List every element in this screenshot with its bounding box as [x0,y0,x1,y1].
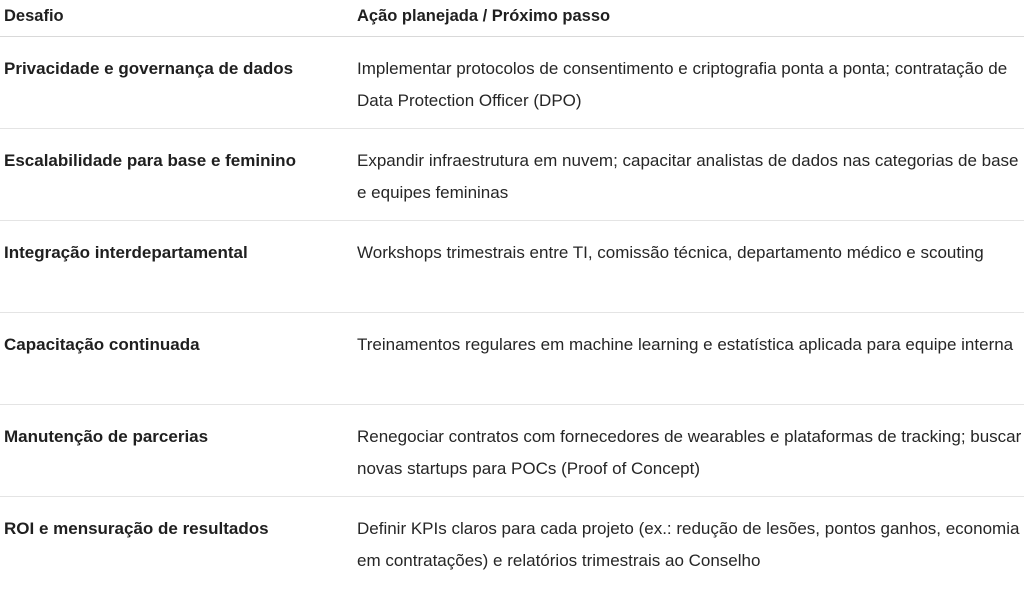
action-cell: Expandir infraestrutura em nuvem; capacitar analistas de dados nas categorias de base e equipes femininas [357,151,1019,202]
challenge-cell: Escalabilidade para base e feminino [4,151,296,170]
table-row [0,497,1024,589]
table-row [0,313,1024,405]
challenge-cell: ROI e mensuração de resultados [4,519,269,538]
challenge-cell: Manutenção de parcerias [4,427,209,446]
action-cell: Implementar protocolos de consentimento e criptografia ponta a ponta; contratação de Data Protection Officer (DPO) [357,59,1008,110]
header-action: Ação planejada / Próximo passo [357,7,611,25]
table-row [0,221,1024,313]
header-challenge: Desafio [4,7,64,25]
table-row [0,405,1024,497]
challenge-cell: Capacitação continuada [4,335,200,354]
challenge-cell: Privacidade e governança de dados [4,59,294,78]
table-row [0,37,1024,129]
action-cell: Definir KPIs claros para cada projeto (ex.: redução de lesões, pontos ganhos, economia em contratações) e relatórios trimestrais ao Conselho [357,519,1020,570]
table-row [0,129,1024,221]
action-cell: Renegociar contratos com fornecedores de wearables e plataformas de tracking; buscar novas startups para POCs (Proof of Concept) [357,427,1022,478]
action-cell: Treinamentos regulares em machine learning e estatística aplicada para equipe interna [357,335,1014,354]
action-cell: Workshops trimestrais entre TI, comissão técnica, departamento médico e scouting [357,243,984,262]
challenge-cell: Integração interdepartamental [4,243,248,262]
table-header [0,0,1024,37]
